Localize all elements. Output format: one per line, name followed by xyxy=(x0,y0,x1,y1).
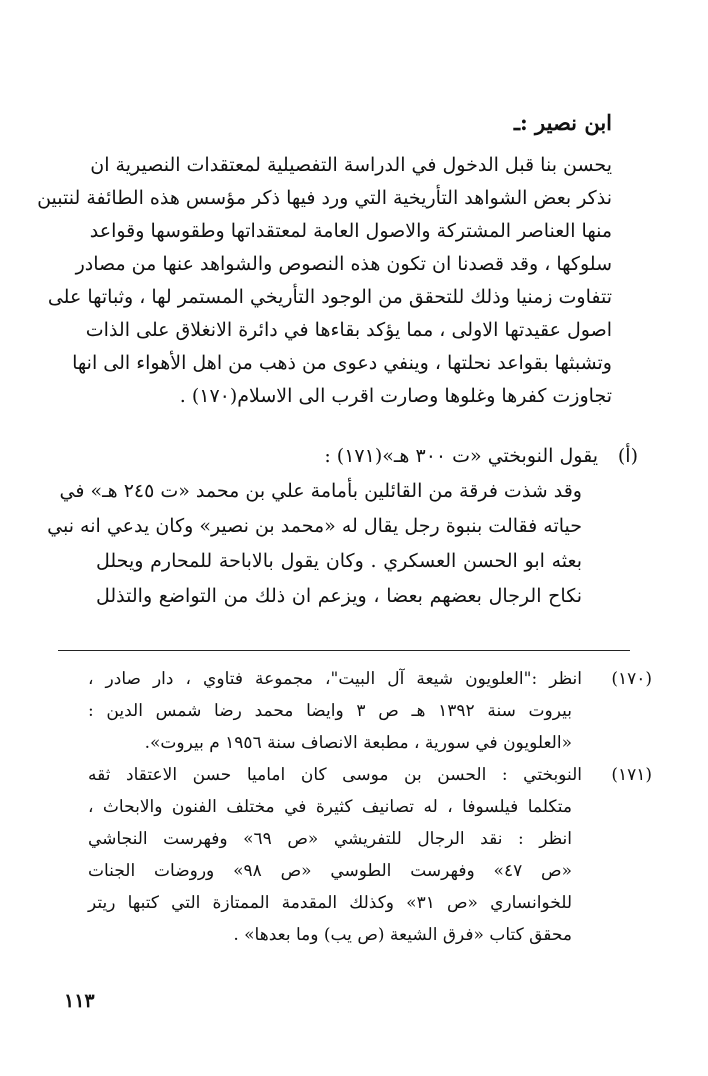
footnote-line: محقق كتاب «فرق الشيعة (ص يب) وما بعدها» . xyxy=(233,925,572,945)
footnote-divider xyxy=(58,650,630,651)
body-line: منها العناصر المشتركة والاصول العامة لمعتقداتها وطقوسها وقواعد xyxy=(89,220,612,242)
footnote-line: بيروت سنة ١٣٩٢ هـ ص ٣ وايضا محمد رضا شمس الدين : xyxy=(88,701,572,721)
section-heading: ابن نصير :ـ xyxy=(513,110,612,135)
footnote-line: «العلويون في سورية ، مطبعة الانصاف سنة ١٩٥٦ م بيروت». xyxy=(144,733,572,753)
item-marker: (أ) xyxy=(617,445,638,467)
body-line: تتفاوت زمنيا وذلك للتحقق من الوجود التأريخي المستمر لها ، وثباتها على xyxy=(47,286,612,308)
page-number: ١١٣ xyxy=(64,990,95,1012)
footnote-line: متكلما فيلسوفا ، له تصانيف كثيرة في مختلف الفنون والابحاث ، xyxy=(88,797,572,817)
body-line: اصول عقيدتها الاولى ، مما يؤكد بقاءها في دائرة الانغلاق على الذات xyxy=(85,319,612,341)
item-heading: يقول النوبختي «ت ٣٠٠ هـ»(١٧١) : xyxy=(324,445,598,467)
body-line: تجاوزت كفرها وغلوها وصارت اقرب الى الاسلام(١٧٠) . xyxy=(179,385,612,407)
body-line: نذكر بعض الشواهد التأريخية التي ورد فيها ذكر مؤسس هذه الطائفة لنتبين xyxy=(37,187,612,209)
footnote-line: انظر : نقد الرجال للتفريشي «ص ٦٩» وفهرست النجاشي xyxy=(88,829,572,849)
footnote-number: (١٧٠) xyxy=(611,669,652,689)
footnote-line: «ص ٤٧» وفهرست الطوسي «ص ٩٨» وروضات الجنات xyxy=(88,861,572,881)
item-line: بعثه ابو الحسن العسكري . وكان يقول بالاباحة للمحارم ويحلل xyxy=(96,550,582,572)
body-line: يحسن بنا قبل الدخول في الدراسة التفصيلية لمعتقدات النصيرية ان xyxy=(90,154,612,176)
footnote-line: انظر :"العلويون شيعة آل البيت"، مجموعة فتاوي ، دار صادر ، xyxy=(88,669,582,689)
footnote-line: النوبختي : الحسن بن موسى كان اماميا حسن الاعتقاد ثقه xyxy=(88,765,583,785)
body-line: وتشبثها بقواعد نحلتها ، وينفي دعوى من ذهب من اهل الأهواء الى انها xyxy=(72,352,612,374)
item-line: نكاح الرجال بعضهم بعضا ، ويزعم ان ذلك من التواضع والتذلل xyxy=(96,585,582,607)
footnote-line: للخوانساري «ص ٣١» وكذلك المقدمة الممتازة التي كتبها ريتر xyxy=(88,893,572,913)
footnote-number: (١٧١) xyxy=(611,765,652,785)
item-line: حياته فقالت بنبوة رجل يقال له «محمد بن نصير» وكان يدعي انه نبي xyxy=(47,515,582,537)
body-line: سلوكها ، وقد قصدنا ان تكون هذه النصوص والشواهد عنها من مصادر xyxy=(75,253,612,275)
item-line: وقد شذت فرقة من القائلين بأمامة علي بن محمد «ت ٢٤٥ هـ» في xyxy=(59,480,582,502)
